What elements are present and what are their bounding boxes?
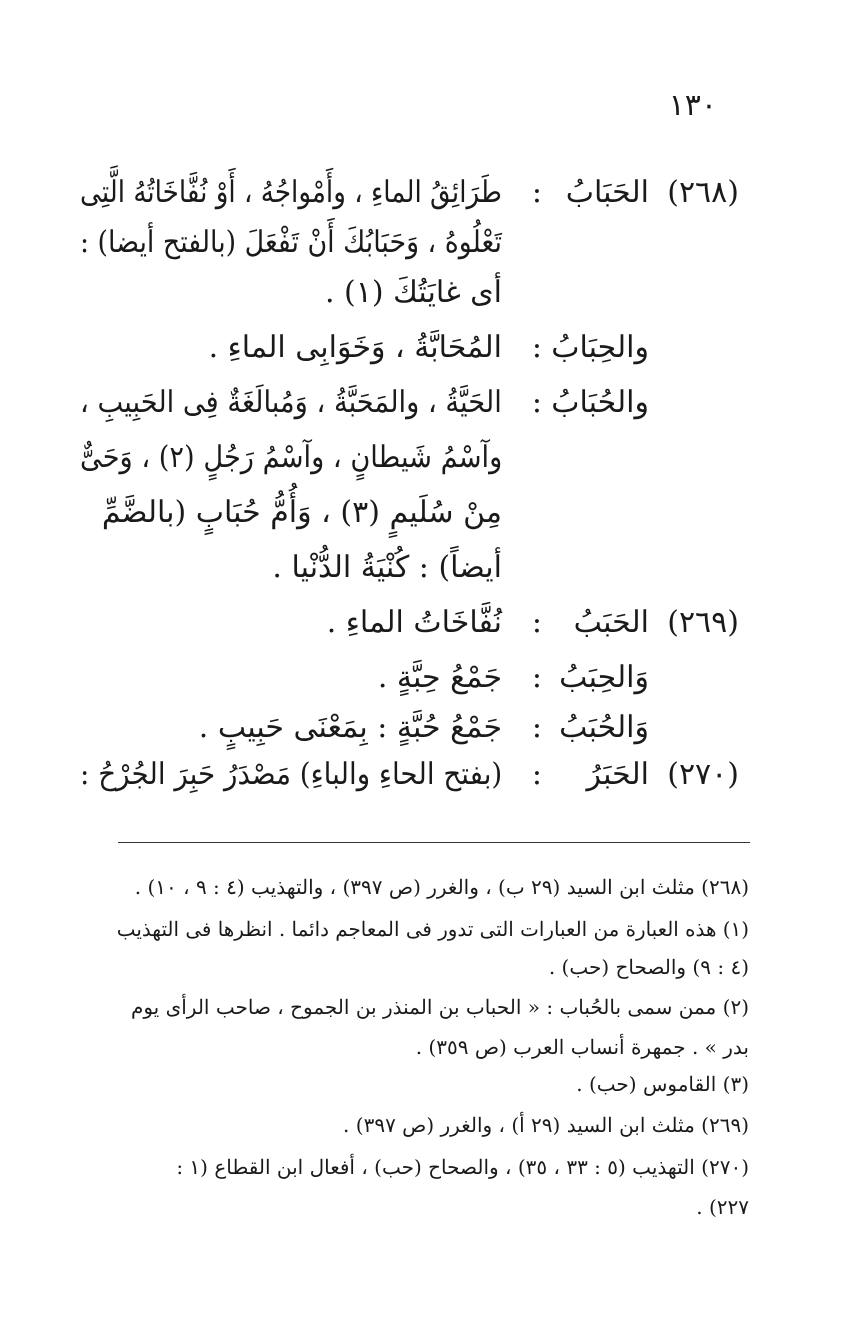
entry-row — [0, 323, 867, 373]
entry-colon: : — [531, 330, 542, 365]
footnote-line: ٢٢٧) . — [696, 1195, 749, 1219]
entry-number: (٢٦٩) — [667, 605, 739, 640]
entry-row — [0, 653, 867, 703]
entry-colon: : — [531, 385, 542, 420]
definition: المُحَابَّةُ ، وَخَوَابِى الماءِ . — [208, 330, 502, 365]
definition: تَعْلُوهُ ، وَحَبَابُكَ أَنْ تَفْعَلَ (بالفتح أيضا) : — [80, 225, 502, 260]
footnote-line: (١) هذه العبارة من العبارات التى تدور فى المعاجم دائما . انظرها فى التهذيب — [116, 917, 749, 941]
entry-row — [0, 598, 867, 648]
footnote-line: بدر » . جمهرة أنساب العرب (ص ٣٥٩) . — [415, 1035, 749, 1059]
definition: أى غايَتُكَ (١) . — [324, 275, 502, 310]
entry-row — [0, 543, 867, 593]
definition: جَمْعُ حِبَّةٍ . — [377, 660, 502, 695]
footnote-line: (٢) ممن سمى بالحُباب : « الحباب بن المنذر بن الجموح ، صاحب الرأى يوم — [130, 995, 749, 1019]
definition: جَمْعُ حُبَّةٍ : بِمَعْنَى حَبِيبٍ . — [198, 710, 502, 745]
footnote-line: (٣) القاموس (حب) . — [576, 1072, 749, 1096]
entry-number: (٢٧٠) — [667, 757, 739, 792]
headword: وَالحُبَبُ — [559, 710, 649, 745]
entry-row — [0, 433, 867, 483]
headword: والحِبَابُ — [551, 330, 649, 365]
entry-colon: : — [531, 605, 542, 640]
headword: والحُبَابُ — [551, 385, 649, 420]
footnote-line: (٢٦٨) مثلث ابن السيد (٢٩ ب) ، والغرر (ص ٣٩٧) ، والتهذيب (٤ : ٩ ، ١٠) . — [134, 875, 749, 899]
entry-colon: : — [531, 175, 542, 210]
headword: الحَبَابُ — [565, 175, 649, 210]
entry-colon: : — [531, 757, 542, 792]
entry-row — [0, 750, 867, 800]
entry-colon: : — [531, 660, 542, 695]
definition: وآسْمُ شَيطانٍ ، وآسْمُ رَجُلٍ (٢) ، وَحَىٌّ — [79, 440, 502, 475]
entry-colon: : — [531, 710, 542, 745]
definition: طَرَائِقُ الماءِ ، وأَمْواجُهُ ، أَوْ نُفَّاخَاتُهُ الَّتِى — [80, 175, 502, 210]
definition: (بفتح الحاءِ والباءِ) مَصْدَرُ حَبِرَ الجُرْحُ : — [79, 757, 502, 792]
definition: أيضاً) : كُنْيَةُ الدُّنْيا . — [272, 550, 502, 585]
definition: مِنْ سُلَيمٍ (٣) ، وَأُمُّ حُبَابٍ (بالضَّمِّ — [101, 495, 502, 530]
entry-number: (٢٦٨) — [667, 175, 739, 210]
entry-row — [0, 268, 867, 318]
entry-row — [0, 378, 867, 428]
footnote-line: (٤ : ٩) والصحاح (حب) . — [548, 955, 749, 979]
entry-row — [0, 218, 867, 268]
headword: الحَبَرُ — [586, 757, 649, 792]
footnote-line: (٢٧٠) التهذيب (٥ : ٣٣ ، ٣٥) ، والصحاح (حب) ، أفعال ابن القطاع (١ : — [176, 1155, 749, 1179]
headword: الحَبَبُ — [573, 605, 649, 640]
definition: الحَيَّةُ ، والمَحَبَّةُ ، وَمُبالَغَةٌ فِى الحَبِيبِ ، — [80, 385, 502, 420]
entry-row — [0, 703, 867, 753]
entry-row — [0, 488, 867, 538]
footnote-line: (٢٦٩) مثلث ابن السيد (٢٩ أ) ، والغرر (ص ٣٩٧) . — [343, 1113, 749, 1137]
headword: وَالحِبَبُ — [559, 660, 649, 695]
entry-row — [0, 168, 867, 218]
page-number: ١٣٠ — [668, 88, 717, 123]
footnote-divider — [118, 842, 750, 843]
definition: نُفَّاخَاتُ الماءِ . — [326, 605, 502, 640]
